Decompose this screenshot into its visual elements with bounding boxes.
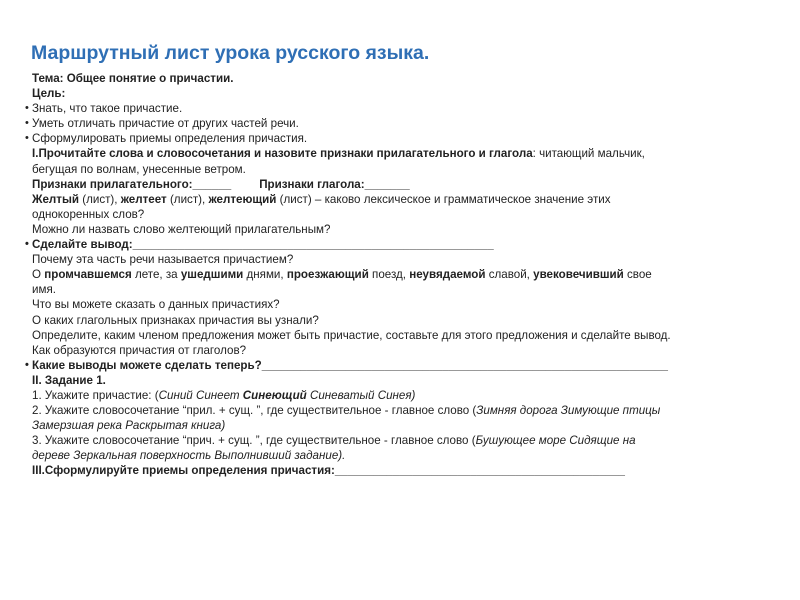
item-options: Бушующее море Сидящие на [475,434,636,448]
task3-heading: III.Сформулируйте приемы определения причастия:_____________________________________________ [32,464,625,478]
page-title: Маршрутный лист урока русского языка. [31,42,430,64]
goal-label: Цель: [32,87,66,101]
q-text: лете, за [131,268,181,282]
question: Что вы можете сказать о данных причастиях? [32,298,280,312]
question-participles [26,267,771,282]
q-word: проезжающий [286,268,369,282]
conclusion-1: • Сделайте вывод:________________________________________________________ [26,237,771,252]
question: Определите, каким членом предложения может быть причастие, составьте для этого предложения и сделайте вывод. [32,328,671,342]
task1-heading: I.Прочитайте слова и словосочетания и назовите признаки прилагательного и глагола [32,147,533,161]
task2-item-3-cont: дереве Зеркальная поверхность Выполнивший задание). [32,449,346,463]
words-line-3: Можно ли назвать слово желтеющий прилагательным? [32,222,331,236]
item-answer: Синеющий [242,388,307,402]
q-word: неувядаемой [409,268,486,282]
lesson-topic: Тема: Общее понятие о причастии. [32,72,234,85]
q-word: увековечивший [533,268,624,282]
question: Как образуются причастия от глаголов? [32,343,247,357]
task1-text-cont: бегущая по волнам, унесенные ветром. [32,162,246,176]
words-line-2: однокоренных слов? [32,207,145,221]
q-text: поезд, [368,268,410,282]
worksheet-body [26,71,771,479]
verb-signs-label: Признаки глагола:_______ [259,177,410,191]
item-text: 3. Укажите словосочетание “прич. + сущ. ”, где существительное - главное слово ( [32,434,476,448]
task1-text: : читающий мальчик, [532,147,645,161]
item-options: Зимняя дорога Зимующие птицы [476,404,661,418]
q-word: промчавшемся [44,268,132,282]
q-text: свое [623,268,652,282]
item-options: Синеватый Синея) [306,388,416,402]
item-text: 2. Укажите словосочетание “прил. + сущ. ”, где существительное - главное слово ( [32,404,477,418]
task2-item-2 [26,403,771,418]
task2-item-1 [26,388,771,403]
words-text: (лист) – каково лексическое и грамматическое значение этих [276,192,611,206]
question: О каких глагольных признаках причастия вы узнали? [32,313,319,327]
goal-item: • Знать, что такое причастие. [26,101,771,116]
q-text: О [32,268,45,282]
q-word: ушедшими [180,268,244,282]
goal-item: • Сформулировать приемы определения причастия. [26,131,771,146]
words-line [26,192,771,207]
words-text: (лист), [166,192,209,206]
item-text: 1. Укажите причастие: ( [32,388,159,402]
conclusion-2: • Какие выводы можете сделать теперь?_______________________________________________________________ [26,358,771,373]
word-yellows: желтеет [120,192,167,206]
task2-item-2-cont: Замерзшая река Раскрытая книга) [32,419,226,433]
words-text: (лист), [79,192,121,206]
question: Почему эта часть речи называется причастием? [32,253,294,267]
q-text: днями, [243,268,287,282]
adjective-signs-label: Признаки прилагательного:______ [32,177,232,191]
goal-item: • Уметь отличать причастие от других частей речи. [26,116,771,131]
q-text: славой, [485,268,534,282]
task1-line [26,146,771,161]
word-yellow: Желтый [32,192,79,206]
signs-line [26,177,771,192]
item-options: Синий Синеет [158,388,243,402]
question-cont: имя. [32,283,56,297]
task2-heading: II. Задание 1. [32,373,106,387]
task2-item-3 [26,433,771,448]
word-yellowing: желтеющий [208,192,277,206]
